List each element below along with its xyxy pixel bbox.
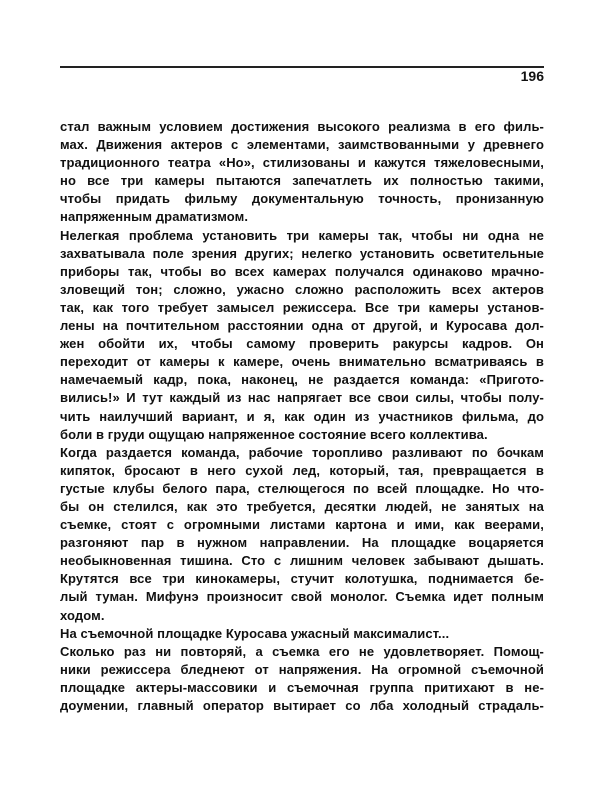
text-line: ники режиссера бледнеют от напряжения. На огромной съемочной <box>60 661 544 677</box>
text-line: ходом. <box>60 607 105 623</box>
paragraph <box>60 625 544 643</box>
text-line: жен обойти их, чтобы самому проверить ракурсы кадров. Он <box>60 336 544 352</box>
text-line: лый туман. Мифунэ произносит свой монолог. Съемка идет полным <box>60 589 544 605</box>
text-line: так, как того требует замысел режиссера. Все три камеры установ- <box>60 299 544 315</box>
text-line: густые клубы белого пара, стелющегося по всей площадке. Но что- <box>60 480 544 496</box>
text-line: разгоняют пар в нужном направлении. На площадке воцаряется <box>60 535 544 551</box>
text-line: Нелегкая проблема установить три камеры так, чтобы ни одна не <box>60 227 544 243</box>
text-line: стал важным условием достижения высокого реализма в его филь- <box>60 119 544 134</box>
text-line: Сколько раз ни повторяй, а съемка его не удовлетворяет. Помощ- <box>60 643 544 659</box>
text-line: чтобы придать фильму документальную точность, пронизанную <box>60 191 544 207</box>
text-line: зловещий тон; сложно, ужасно сложно расположить всех актеров <box>60 281 544 297</box>
text-line: Крутятся все три кинокамеры, стучит колотушка, поднимается бе- <box>60 571 544 587</box>
text-line: напряженным драматизмом. <box>60 209 249 225</box>
text-line: кипяток, бросают в него сухой лед, который, тая, превращается в <box>60 462 544 478</box>
text-line: На съемочной площадке Куросава ужасный максималист... <box>60 625 450 641</box>
text-line: необыкновенная тишина. Сто с лишним человек забывают дышать. <box>60 553 544 569</box>
text-line: захватывала поле зрения других; нелегко установить осветительные <box>60 245 544 261</box>
body-text <box>60 118 544 715</box>
text-line: Когда раздается команда, рабочие торопливо разливают по бочкам <box>60 444 544 460</box>
paragraph <box>60 643 544 715</box>
page-number: 196 <box>520 68 544 84</box>
text-line: но все три камеры пытаются запечатлеть их полностью такими, <box>60 173 544 189</box>
text-line: чить наилучший вариант, и я, как один из участников фильма, до <box>60 408 544 424</box>
header-rule <box>60 66 544 68</box>
text-line: боли в груди ощущаю напряженное состояние всего коллектива. <box>60 426 488 442</box>
paragraph <box>60 118 544 227</box>
text-line: переходит от камеры к камере, очень внимательно всматриваясь в <box>60 354 544 370</box>
text-line: традиционного театра «Но», стилизованы и кажутся тяжеловесными, <box>60 155 544 171</box>
paragraph <box>60 227 544 444</box>
text-line: приборы так, чтобы во всех камерах получался одинаково мрачно- <box>60 263 544 279</box>
text-line: площадке актеры-массовики и съемочная группа притихают в не- <box>60 679 544 695</box>
text-line: бы он стелился, как это требуется, десятки людей, не занятых на <box>60 498 544 514</box>
text-line: вились!» И тут каждый из нас напрягает все свои силы, чтобы полу- <box>60 390 544 406</box>
text-line: съемке, стоят с огромными листами картона и ими, как веерами, <box>60 517 544 533</box>
text-line: доумении, главный оператор вытирает со лба холодный страдаль- <box>60 698 544 713</box>
paragraph <box>60 444 544 625</box>
text-line: лены на почтительном расстоянии одна от другой, и Куросава дол- <box>60 318 544 334</box>
text-line: намечаемый кадр, пока, наконец, не раздается команда: «Пригото- <box>60 372 544 388</box>
text-line: мах. Движения актеров с элементами, заимствованными у древнего <box>60 137 544 153</box>
